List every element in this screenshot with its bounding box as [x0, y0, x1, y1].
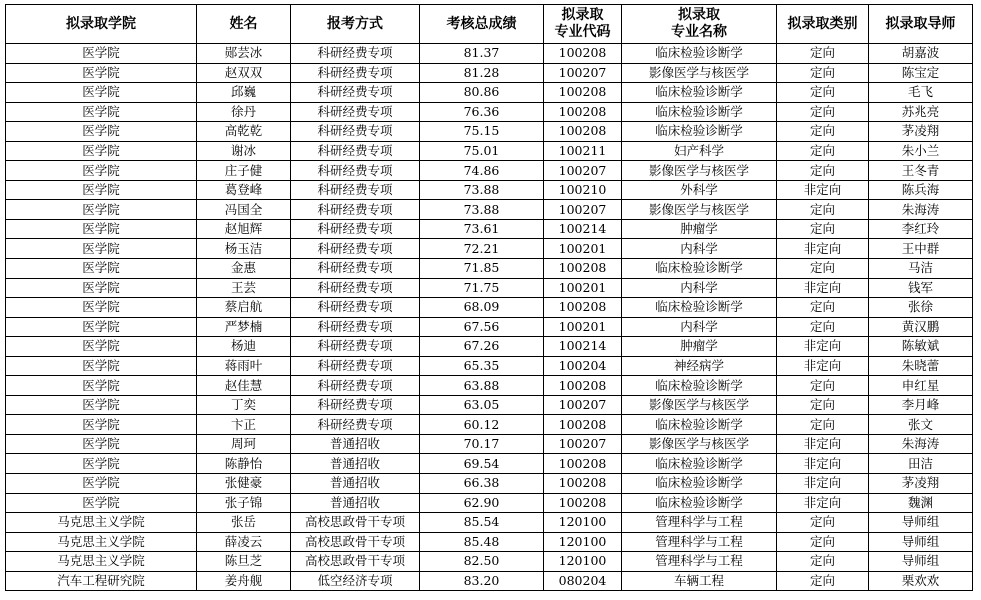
- cell-major-name: 妇产科学: [622, 141, 777, 161]
- cell-name: 张子锦: [197, 493, 291, 513]
- cell-major-name: 影像医学与核医学: [622, 395, 777, 415]
- table-row: [6, 239, 973, 259]
- cell-exam-method: 科研经费专项: [291, 356, 420, 376]
- header-total-score: 考核总成绩: [420, 5, 544, 44]
- cell-exam-method: 科研经费专项: [291, 102, 420, 122]
- cell-supervisor: 栗欢欢: [869, 571, 973, 591]
- cell-category: 定向: [777, 44, 869, 64]
- cell-college: 医学院: [6, 395, 197, 415]
- cell-category: 非定向: [777, 239, 869, 259]
- cell-college: 医学院: [6, 278, 197, 298]
- cell-total-score: 85.48: [420, 532, 544, 552]
- cell-major-name: 影像医学与核医学: [622, 161, 777, 181]
- cell-college: 医学院: [6, 474, 197, 494]
- cell-total-score: 66.38: [420, 474, 544, 494]
- cell-major-name: 管理科学与工程: [622, 513, 777, 533]
- admission-list: [5, 4, 973, 591]
- cell-college: 医学院: [6, 493, 197, 513]
- cell-major-code: 100208: [544, 298, 622, 318]
- cell-supervisor: 李月峰: [869, 395, 973, 415]
- cell-supervisor: 朱晓蕾: [869, 356, 973, 376]
- cell-category: 非定向: [777, 493, 869, 513]
- cell-total-score: 67.26: [420, 337, 544, 357]
- cell-college: 医学院: [6, 200, 197, 220]
- cell-name: 庄子健: [197, 161, 291, 181]
- cell-major-code: 100208: [544, 44, 622, 64]
- cell-exam-method: 普通招收: [291, 474, 420, 494]
- cell-category: 定向: [777, 513, 869, 533]
- cell-name: 陈静怡: [197, 454, 291, 474]
- cell-total-score: 63.05: [420, 395, 544, 415]
- table-row: [6, 337, 973, 357]
- cell-name: 赵佳慧: [197, 376, 291, 396]
- cell-name: 徐丹: [197, 102, 291, 122]
- cell-major-name: 临床检验诊断学: [622, 44, 777, 64]
- cell-category: 定向: [777, 83, 869, 103]
- cell-supervisor: 陈兵海: [869, 180, 973, 200]
- cell-major-name: 管理科学与工程: [622, 552, 777, 572]
- cell-exam-method: 科研经费专项: [291, 317, 420, 337]
- table-row: [6, 200, 973, 220]
- cell-supervisor: 田洁: [869, 454, 973, 474]
- table-row: [6, 122, 973, 142]
- table-row: [6, 180, 973, 200]
- table-row: [6, 376, 973, 396]
- cell-total-score: 76.36: [420, 102, 544, 122]
- cell-college: 医学院: [6, 161, 197, 181]
- cell-exam-method: 高校思政骨干专项: [291, 513, 420, 533]
- cell-exam-method: 高校思政骨干专项: [291, 552, 420, 572]
- cell-major-name: 临床检验诊断学: [622, 298, 777, 318]
- cell-category: 非定向: [777, 474, 869, 494]
- cell-total-score: 74.86: [420, 161, 544, 181]
- cell-name: 周珂: [197, 434, 291, 454]
- cell-name: 葛登峰: [197, 180, 291, 200]
- cell-college: 马克思主义学院: [6, 532, 197, 552]
- cell-category: 定向: [777, 298, 869, 318]
- table-row: [6, 552, 973, 572]
- cell-major-name: 临床检验诊断学: [622, 102, 777, 122]
- table-row: [6, 161, 973, 181]
- cell-major-code: 100207: [544, 434, 622, 454]
- cell-exam-method: 科研经费专项: [291, 337, 420, 357]
- cell-major-name: 影像医学与核医学: [622, 434, 777, 454]
- cell-exam-method: 科研经费专项: [291, 180, 420, 200]
- cell-total-score: 73.88: [420, 180, 544, 200]
- cell-major-code: 100208: [544, 102, 622, 122]
- cell-name: 郧芸冰: [197, 44, 291, 64]
- cell-major-name: 临床检验诊断学: [622, 493, 777, 513]
- cell-name: 赵双双: [197, 63, 291, 83]
- cell-major-code: 080204: [544, 571, 622, 591]
- cell-college: 医学院: [6, 44, 197, 64]
- header-name: 姓名: [197, 5, 291, 44]
- cell-exam-method: 普通招收: [291, 493, 420, 513]
- cell-name: 高乾乾: [197, 122, 291, 142]
- cell-major-code: 100208: [544, 415, 622, 435]
- cell-college: 医学院: [6, 239, 197, 259]
- cell-major-code: 100208: [544, 454, 622, 474]
- cell-major-code: 100208: [544, 83, 622, 103]
- cell-major-name: 外科学: [622, 180, 777, 200]
- cell-college: 医学院: [6, 434, 197, 454]
- cell-supervisor: 李红玲: [869, 219, 973, 239]
- cell-category: 定向: [777, 571, 869, 591]
- cell-category: 定向: [777, 141, 869, 161]
- cell-college: 医学院: [6, 180, 197, 200]
- cell-college: 医学院: [6, 376, 197, 396]
- cell-major-code: 100207: [544, 200, 622, 220]
- cell-major-code: 100208: [544, 376, 622, 396]
- cell-supervisor: 黄汉鹏: [869, 317, 973, 337]
- cell-major-name: 管理科学与工程: [622, 532, 777, 552]
- cell-name: 杨迪: [197, 337, 291, 357]
- cell-total-score: 75.15: [420, 122, 544, 142]
- cell-major-code: 100207: [544, 161, 622, 181]
- cell-college: 医学院: [6, 219, 197, 239]
- admission-table: [5, 4, 973, 591]
- cell-exam-method: 科研经费专项: [291, 415, 420, 435]
- cell-major-name: 临床检验诊断学: [622, 454, 777, 474]
- cell-major-code: 100210: [544, 180, 622, 200]
- cell-category: 定向: [777, 161, 869, 181]
- table-row: [6, 493, 973, 513]
- cell-total-score: 81.28: [420, 63, 544, 83]
- cell-major-name: 肿瘤学: [622, 219, 777, 239]
- cell-name: 金惠: [197, 259, 291, 279]
- cell-total-score: 65.35: [420, 356, 544, 376]
- cell-major-name: 临床检验诊断学: [622, 259, 777, 279]
- cell-supervisor: 导师组: [869, 513, 973, 533]
- cell-major-name: 神经病学: [622, 356, 777, 376]
- cell-category: 定向: [777, 122, 869, 142]
- header-supervisor: 拟录取导师: [869, 5, 973, 44]
- cell-name: 姜舟舰: [197, 571, 291, 591]
- cell-supervisor: 魏渊: [869, 493, 973, 513]
- cell-major-code: 100214: [544, 337, 622, 357]
- header-category: 拟录取类别: [777, 5, 869, 44]
- cell-college: 医学院: [6, 298, 197, 318]
- table-row: [6, 434, 973, 454]
- cell-college: 汽车工程研究院: [6, 571, 197, 591]
- cell-supervisor: 钱军: [869, 278, 973, 298]
- cell-major-name: 影像医学与核医学: [622, 63, 777, 83]
- cell-exam-method: 低空经济专项: [291, 571, 420, 591]
- table-row: [6, 298, 973, 318]
- cell-major-name: 临床检验诊断学: [622, 376, 777, 396]
- cell-supervisor: 陈敏斌: [869, 337, 973, 357]
- cell-college: 医学院: [6, 317, 197, 337]
- cell-name: 严梦楠: [197, 317, 291, 337]
- cell-exam-method: 科研经费专项: [291, 122, 420, 142]
- cell-total-score: 72.21: [420, 239, 544, 259]
- cell-college: 医学院: [6, 259, 197, 279]
- cell-category: 定向: [777, 102, 869, 122]
- cell-supervisor: 毛飞: [869, 83, 973, 103]
- cell-exam-method: 科研经费专项: [291, 298, 420, 318]
- cell-category: 定向: [777, 395, 869, 415]
- cell-major-name: 内科学: [622, 317, 777, 337]
- header-exam-method: 报考方式: [291, 5, 420, 44]
- cell-college: 医学院: [6, 83, 197, 103]
- cell-total-score: 83.20: [420, 571, 544, 591]
- table-row: [6, 219, 973, 239]
- cell-name: 丁奕: [197, 395, 291, 415]
- cell-supervisor: 朱海涛: [869, 434, 973, 454]
- cell-name: 邱巍: [197, 83, 291, 103]
- cell-name: 卞正: [197, 415, 291, 435]
- table-row: [6, 83, 973, 103]
- cell-college: 医学院: [6, 356, 197, 376]
- cell-major-code: 100211: [544, 141, 622, 161]
- cell-college: 医学院: [6, 454, 197, 474]
- cell-major-code: 100201: [544, 239, 622, 259]
- table-row: [6, 63, 973, 83]
- cell-major-name: 内科学: [622, 239, 777, 259]
- table-body: [6, 44, 973, 591]
- cell-major-name: 肿瘤学: [622, 337, 777, 357]
- cell-total-score: 69.54: [420, 454, 544, 474]
- cell-name: 蒋雨叶: [197, 356, 291, 376]
- cell-major-code: 100201: [544, 278, 622, 298]
- cell-college: 医学院: [6, 415, 197, 435]
- table-row: [6, 356, 973, 376]
- cell-exam-method: 科研经费专项: [291, 239, 420, 259]
- cell-exam-method: 高校思政骨干专项: [291, 532, 420, 552]
- cell-total-score: 68.09: [420, 298, 544, 318]
- cell-exam-method: 科研经费专项: [291, 200, 420, 220]
- table-row: [6, 474, 973, 494]
- cell-major-code: 120100: [544, 513, 622, 533]
- cell-name: 赵旭辉: [197, 219, 291, 239]
- header-row: [6, 5, 973, 44]
- cell-supervisor: 茅凌翔: [869, 122, 973, 142]
- cell-supervisor: 茅凌翔: [869, 474, 973, 494]
- cell-total-score: 81.37: [420, 44, 544, 64]
- cell-supervisor: 王中群: [869, 239, 973, 259]
- cell-total-score: 73.61: [420, 219, 544, 239]
- cell-category: 定向: [777, 376, 869, 396]
- cell-total-score: 71.85: [420, 259, 544, 279]
- cell-exam-method: 科研经费专项: [291, 395, 420, 415]
- cell-supervisor: 张徐: [869, 298, 973, 318]
- cell-category: 非定向: [777, 434, 869, 454]
- cell-category: 非定向: [777, 278, 869, 298]
- cell-total-score: 62.90: [420, 493, 544, 513]
- cell-exam-method: 科研经费专项: [291, 259, 420, 279]
- cell-major-name: 临床检验诊断学: [622, 474, 777, 494]
- table-row: [6, 278, 973, 298]
- cell-category: 定向: [777, 552, 869, 572]
- cell-category: 定向: [777, 63, 869, 83]
- cell-exam-method: 科研经费专项: [291, 219, 420, 239]
- cell-major-code: 100208: [544, 474, 622, 494]
- cell-category: 定向: [777, 219, 869, 239]
- cell-major-code: 100207: [544, 63, 622, 83]
- cell-college: 马克思主义学院: [6, 513, 197, 533]
- cell-total-score: 80.86: [420, 83, 544, 103]
- table-row: [6, 454, 973, 474]
- cell-college: 医学院: [6, 122, 197, 142]
- cell-major-code: 100208: [544, 493, 622, 513]
- cell-major-code: 100207: [544, 395, 622, 415]
- cell-category: 定向: [777, 200, 869, 220]
- header-major-name: 拟录取 专业名称: [622, 5, 777, 44]
- cell-category: 定向: [777, 532, 869, 552]
- cell-exam-method: 科研经费专项: [291, 376, 420, 396]
- cell-major-code: 100208: [544, 122, 622, 142]
- cell-name: 张健豪: [197, 474, 291, 494]
- cell-supervisor: 导师组: [869, 552, 973, 572]
- cell-exam-method: 科研经费专项: [291, 141, 420, 161]
- cell-major-code: 100208: [544, 259, 622, 279]
- cell-total-score: 75.01: [420, 141, 544, 161]
- cell-name: 王芸: [197, 278, 291, 298]
- table-row: [6, 102, 973, 122]
- cell-college: 医学院: [6, 63, 197, 83]
- cell-supervisor: 苏兆亮: [869, 102, 973, 122]
- cell-total-score: 67.56: [420, 317, 544, 337]
- cell-major-name: 临床检验诊断学: [622, 122, 777, 142]
- cell-exam-method: 普通招收: [291, 434, 420, 454]
- cell-supervisor: 陈宝定: [869, 63, 973, 83]
- cell-total-score: 63.88: [420, 376, 544, 396]
- cell-major-name: 车辆工程: [622, 571, 777, 591]
- table-row: [6, 571, 973, 591]
- cell-supervisor: 申红星: [869, 376, 973, 396]
- cell-major-code: 120100: [544, 552, 622, 572]
- cell-name: 冯国全: [197, 200, 291, 220]
- header-major-code: 拟录取 专业代码: [544, 5, 622, 44]
- cell-exam-method: 科研经费专项: [291, 44, 420, 64]
- cell-college: 马克思主义学院: [6, 552, 197, 572]
- cell-name: 蔡启航: [197, 298, 291, 318]
- cell-supervisor: 王冬青: [869, 161, 973, 181]
- header-college: 拟录取学院: [6, 5, 197, 44]
- cell-name: 杨玉洁: [197, 239, 291, 259]
- cell-major-code: 100204: [544, 356, 622, 376]
- cell-exam-method: 科研经费专项: [291, 83, 420, 103]
- cell-exam-method: 科研经费专项: [291, 161, 420, 181]
- cell-major-code: 120100: [544, 532, 622, 552]
- cell-category: 定向: [777, 259, 869, 279]
- cell-college: 医学院: [6, 337, 197, 357]
- cell-total-score: 70.17: [420, 434, 544, 454]
- cell-name: 谢冰: [197, 141, 291, 161]
- cell-category: 定向: [777, 317, 869, 337]
- cell-category: 非定向: [777, 454, 869, 474]
- cell-major-name: 影像医学与核医学: [622, 200, 777, 220]
- cell-supervisor: 朱海涛: [869, 200, 973, 220]
- table-row: [6, 532, 973, 552]
- table-row: [6, 395, 973, 415]
- cell-category: 定向: [777, 415, 869, 435]
- table-row: [6, 317, 973, 337]
- cell-major-name: 内科学: [622, 278, 777, 298]
- cell-college: 医学院: [6, 102, 197, 122]
- cell-major-code: 100201: [544, 317, 622, 337]
- cell-supervisor: 胡嘉波: [869, 44, 973, 64]
- cell-supervisor: 导师组: [869, 532, 973, 552]
- cell-category: 非定向: [777, 180, 869, 200]
- table-row: [6, 44, 973, 64]
- cell-supervisor: 朱小兰: [869, 141, 973, 161]
- cell-exam-method: 普通招收: [291, 454, 420, 474]
- cell-major-code: 100214: [544, 219, 622, 239]
- cell-major-name: 临床检验诊断学: [622, 415, 777, 435]
- cell-category: 非定向: [777, 337, 869, 357]
- cell-name: 陈旦芝: [197, 552, 291, 572]
- cell-supervisor: 张文: [869, 415, 973, 435]
- cell-major-name: 临床检验诊断学: [622, 83, 777, 103]
- table-row: [6, 415, 973, 435]
- cell-total-score: 85.54: [420, 513, 544, 533]
- table-row: [6, 259, 973, 279]
- cell-college: 医学院: [6, 141, 197, 161]
- cell-name: 薛凌云: [197, 532, 291, 552]
- cell-exam-method: 科研经费专项: [291, 278, 420, 298]
- cell-exam-method: 科研经费专项: [291, 63, 420, 83]
- table-row: [6, 141, 973, 161]
- cell-supervisor: 马洁: [869, 259, 973, 279]
- cell-total-score: 71.75: [420, 278, 544, 298]
- table-row: [6, 513, 973, 533]
- cell-category: 非定向: [777, 356, 869, 376]
- cell-total-score: 73.88: [420, 200, 544, 220]
- cell-total-score: 82.50: [420, 552, 544, 572]
- cell-total-score: 60.12: [420, 415, 544, 435]
- cell-name: 张岳: [197, 513, 291, 533]
